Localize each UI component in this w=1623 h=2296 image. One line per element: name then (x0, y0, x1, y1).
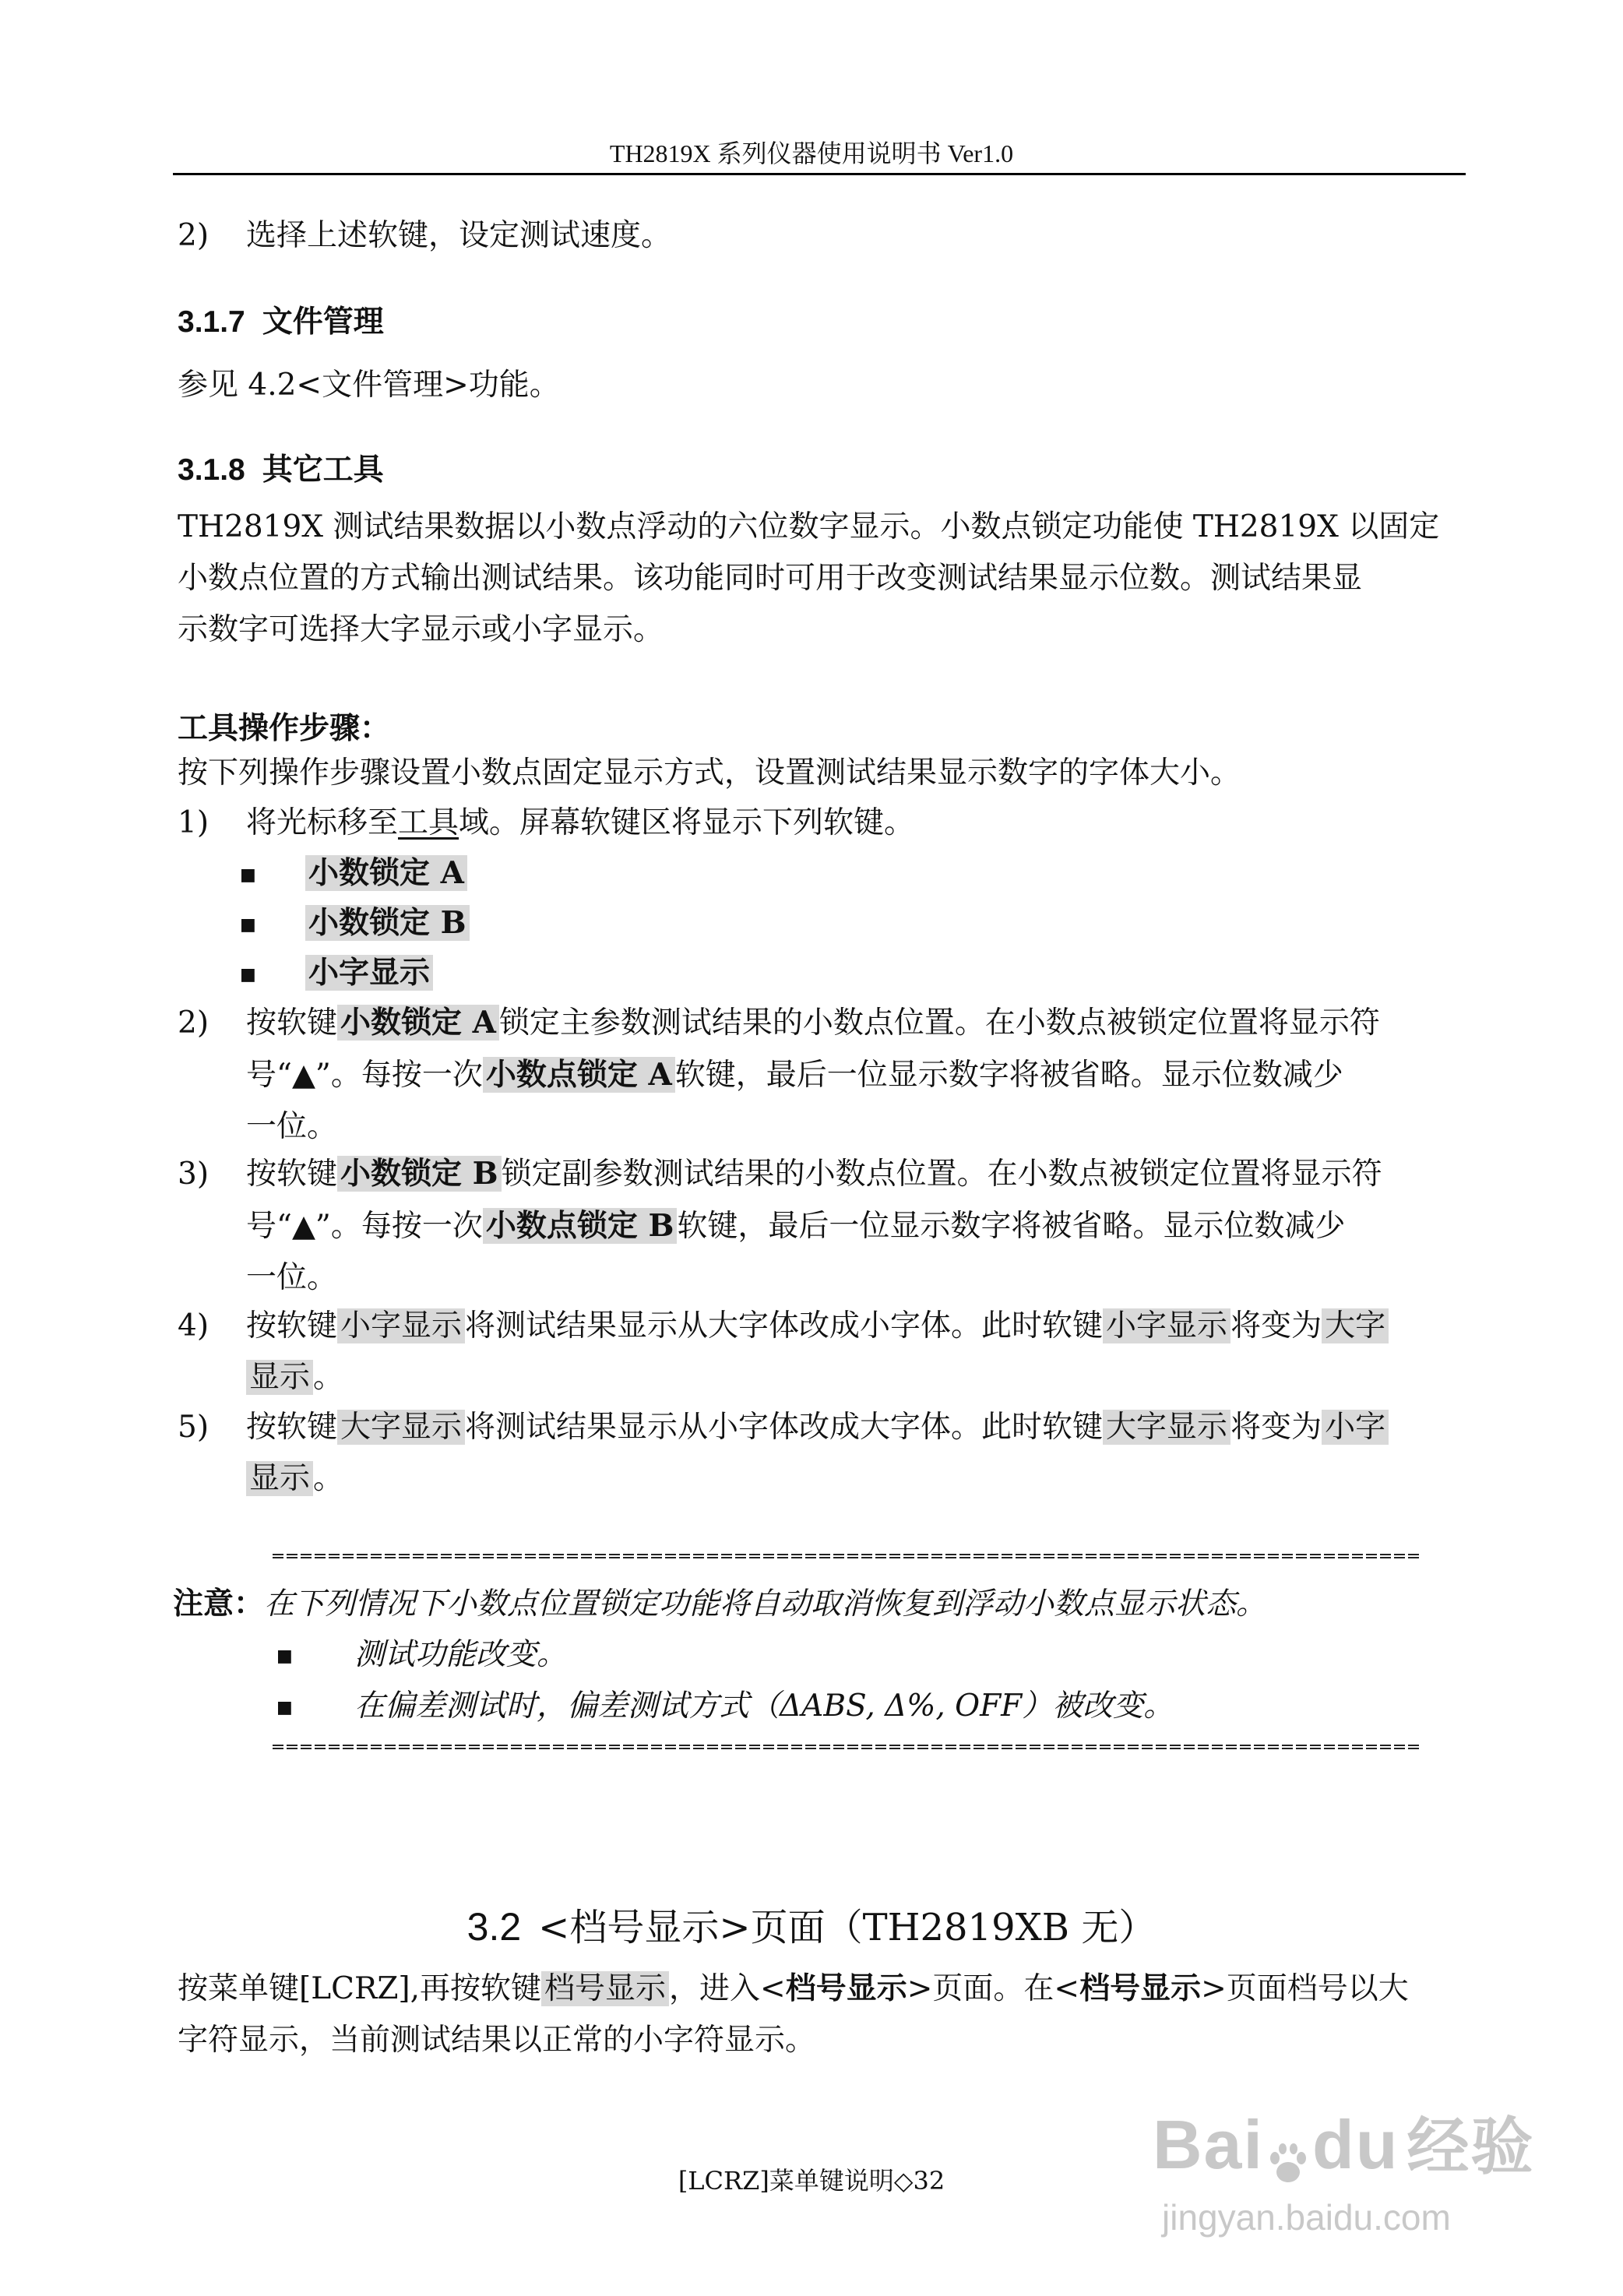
step-text: 锁定主参数测试结果的小数点位置。在小数点被锁定位置将显示符 (498, 1005, 1380, 1041)
section-number: 3.2 (466, 1905, 522, 1949)
step-text: 号“▲”。每按一次 (246, 1058, 483, 1093)
softkey-ref: 大字 (1322, 1308, 1389, 1343)
section-title: 其它工具 (262, 453, 384, 487)
note-divider-top (273, 1552, 1421, 1560)
bullet-icon: ■ (240, 865, 256, 885)
step-text: 按软键 (246, 1005, 338, 1041)
step-number: 4) (178, 1308, 209, 1343)
note-item-text: 测试功能改变。 (354, 1637, 568, 1672)
step-text: 将测试结果显示从小字体改成大字体。此时软键 (465, 1410, 1104, 1445)
paragraph-text: ，进入< (669, 1971, 786, 2006)
note-line (173, 1578, 1266, 1630)
step-3 (178, 1148, 1382, 1304)
softkey-ref: 大字显示 (1103, 1410, 1230, 1445)
watermark-brand: Bai (1153, 2106, 1264, 2183)
section-number: 3.1.7 (178, 305, 245, 339)
paragraph-line: 小数点位置的方式输出测试结果。该功能同时可用于改变测试结果显示位数。测试结果显 (178, 561, 1363, 596)
step-number: 2) (178, 218, 209, 253)
step-text: 锁定副参数测试结果的小数点位置。在小数点被锁定位置将显示符 (501, 1157, 1382, 1192)
tool-ops-intro: 按下列操作步骤设置小数点固定显示方式，设置测试结果显示数字的字体大小。 (178, 755, 1241, 791)
step-number: 2) (178, 1005, 209, 1041)
softkey-ref: 小数点锁定 A (483, 1057, 675, 1093)
step-text: 。 (313, 1360, 344, 1395)
step-text: 号“▲”。每按一次 (246, 1209, 483, 1244)
paragraph-text: >页面。在< (907, 1971, 1080, 2006)
watermark-brand: du (1311, 2106, 1399, 2183)
softkey-ref: 小字显示 (1103, 1308, 1230, 1343)
softkey-ref: 小数锁定 A (337, 1005, 499, 1041)
bullet-icon: ■ (240, 965, 256, 984)
section-heading-318 (178, 445, 384, 489)
step-number: 5) (178, 1410, 209, 1445)
note-label: 注意： (173, 1586, 265, 1622)
step-text: 将变为 (1230, 1410, 1322, 1445)
header-rule (173, 173, 1466, 175)
softkey-ref: 大字显示 (337, 1410, 465, 1445)
paragraph-line: 示数字可选择大字显示或小字显示。 (178, 612, 664, 647)
step-1 (178, 798, 914, 849)
softkey-decimal-lock-a: 小数锁定 A (305, 855, 467, 891)
bullet-icon: ■ (276, 1698, 293, 1717)
step-text: 按软键 (246, 1410, 338, 1445)
step-text: 。 (313, 1461, 344, 1496)
softkey-list-item (240, 897, 470, 951)
paragraph-line: TH2819X 测试结果数据以小数点浮动的六位数字显示。小数点锁定功能使 TH2819X 以固定 (178, 509, 1440, 544)
intro-step (178, 210, 671, 262)
paw-icon (1264, 2126, 1312, 2175)
bullet-icon: ■ (276, 1646, 293, 1666)
softkey-ref: 小字 (1322, 1410, 1389, 1445)
step-text: 按软键 (246, 1308, 338, 1343)
note-divider-bottom (273, 1743, 1421, 1751)
paragraph-text: >页面档号以大 (1201, 1971, 1409, 2006)
section-318-paragraph (178, 502, 1439, 656)
note-item (276, 1629, 567, 1682)
softkey-ref: 档号显示 (541, 1971, 669, 2006)
softkey-list-item (240, 947, 433, 1001)
page-ref: 档号显示 (1079, 1970, 1202, 2006)
bullet-icon: ■ (240, 915, 256, 935)
section-title: 文件管理 (262, 305, 384, 339)
step-text: 将变为 (1230, 1308, 1322, 1343)
step-text: 软键，最后一位显示数字将被省略。显示位数减少 (677, 1209, 1346, 1244)
note-item (276, 1681, 1174, 1734)
note-item-text: 在偏差测试时，偏差测试方式（ΔABS, Δ%, OFF）被改变。 (354, 1689, 1174, 1724)
step-text: 将测试结果显示从大字体改成小字体。此时软键 (465, 1308, 1104, 1343)
tool-ops-title: 工具操作步骤： (178, 710, 391, 746)
step-number: 3) (178, 1157, 209, 1192)
step-2 (178, 997, 1380, 1153)
tool-field-ref: 工具 (398, 805, 459, 840)
step-text: 按软键 (246, 1157, 338, 1192)
step-4 (178, 1301, 1389, 1403)
softkey-decimal-lock-b: 小数锁定 B (305, 905, 470, 941)
step-number: 1) (178, 805, 209, 840)
softkey-ref: 显示 (246, 1461, 313, 1496)
softkey-small-font: 小字显示 (305, 955, 433, 991)
section-number: 3.1.8 (178, 453, 245, 487)
softkey-ref: 小字显示 (337, 1308, 465, 1343)
watermark-logo (1153, 2097, 1534, 2186)
softkey-ref: 显示 (246, 1360, 313, 1395)
section-heading-32 (0, 1897, 1623, 1951)
step-text: 将光标移至 (246, 805, 399, 840)
page-ref: 档号显示 (785, 1970, 907, 2006)
step-5 (178, 1402, 1389, 1505)
softkey-list-item (240, 847, 467, 901)
section-317-body: 参见 4.2<文件管理>功能。 (178, 368, 560, 403)
step-text: 一位。 (246, 1109, 338, 1144)
softkey-ref: 小数点锁定 B (483, 1208, 678, 1244)
step-text: 软键，最后一位显示数字将被省略。显示位数减少 (674, 1058, 1343, 1093)
section-title: <档号显示>页面（TH2819XB 无） (538, 1906, 1157, 1949)
softkey-ref: 小数锁定 B (337, 1156, 502, 1192)
paragraph-text: 字符显示，当前测试结果以正常的小字符显示。 (178, 2023, 816, 2058)
watermark-cn: 经验 (1406, 2111, 1535, 2183)
step-text: 域。屏幕软键区将显示下列软键。 (459, 805, 915, 840)
watermark-url: jingyan.baidu.com (1162, 2197, 1451, 2238)
page-footer: [LCRZ]菜单键说明◇32 (678, 2166, 945, 2196)
section-32-paragraph (178, 1963, 1409, 2066)
step-text: 选择上述软键，设定测试速度。 (246, 218, 672, 253)
section-heading-317 (178, 298, 384, 341)
note-text: 在下列情况下小数点位置锁定功能将自动取消恢复到浮动小数点显示状态。 (264, 1586, 1267, 1622)
step-text: 一位。 (246, 1260, 338, 1295)
paragraph-text: 按菜单键[LCRZ],再按软键 (178, 1971, 542, 2006)
running-header: TH2819X 系列仪器使用说明书 Ver1.0 (609, 139, 1014, 167)
